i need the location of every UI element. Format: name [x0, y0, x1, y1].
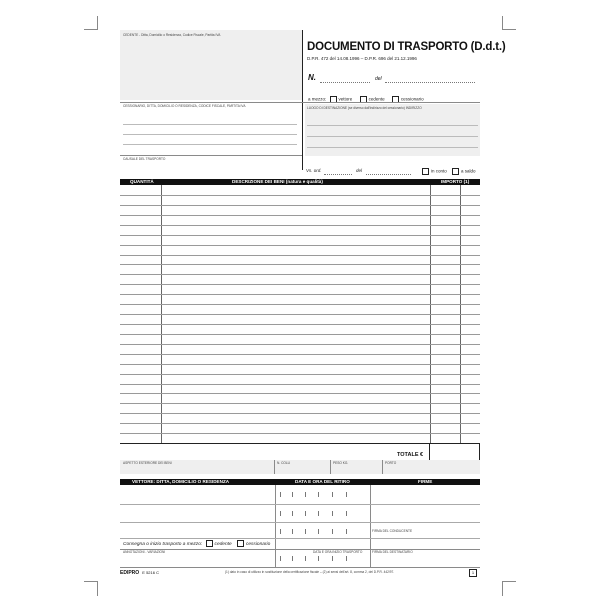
pickup-field-tick	[280, 556, 281, 561]
pickup-field-tick	[280, 529, 281, 534]
a-saldo-checkbox[interactable]	[452, 168, 459, 175]
pickup-field-tick	[292, 492, 293, 497]
pickup-field-tick	[332, 492, 333, 497]
footnote: (1) dato in caso di utilizzo in sostituzione della certificazione fiscale – (2) ai sensi dell'art. 8, comma 2, del D.P.R. 442/97.	[225, 570, 395, 574]
pickup-field-tick	[318, 556, 319, 561]
table-row-line	[120, 245, 480, 246]
goods-table	[120, 185, 480, 443]
delivery-cessionario-checkbox[interactable]	[237, 540, 244, 547]
crop-mark	[502, 581, 516, 582]
pickup-field-tick	[280, 511, 281, 516]
pickup-field-tick	[332, 556, 333, 561]
order-number-field[interactable]	[324, 174, 352, 175]
pickup-field-tick	[346, 492, 347, 497]
table-row-line	[120, 215, 480, 216]
transport-label: a mezzo:	[308, 96, 327, 102]
pickup-field-tick	[318, 529, 319, 534]
account-options	[420, 168, 476, 175]
weight-label: PESO KG.	[333, 461, 349, 465]
crop-mark	[502, 16, 503, 30]
packages-label: N. COLLI	[277, 461, 291, 465]
driver-sign-label: FIRMA DEL CONDUCENTE	[372, 529, 413, 533]
pickup-field-tick	[305, 492, 306, 497]
a-saldo-option: a saldo	[461, 168, 476, 174]
destination-label: LUOGO DI DESTINAZIONE (se diverso dall'indirizzo del cessionario) INDIRIZZO	[307, 106, 422, 110]
pickup-field-tick	[318, 511, 319, 516]
cedente-option: cedente	[368, 96, 385, 102]
pickup-field-tick	[346, 556, 347, 561]
crop-mark	[84, 29, 98, 30]
in-conto-option: in conto	[431, 168, 447, 174]
signatures-header: FIRME	[418, 479, 433, 484]
doc-number-field[interactable]	[320, 82, 370, 83]
pickup-field-tick	[305, 556, 306, 561]
product-code: E 5216 C	[142, 570, 159, 575]
crop-mark	[84, 581, 98, 582]
table-row-line	[120, 334, 480, 335]
total-label: TOTALE €	[397, 452, 424, 458]
table-row-line	[120, 264, 480, 265]
table-row-line	[120, 403, 480, 404]
pickup-header: DATA E ORA DEL RITIRO	[295, 479, 350, 484]
table-row-line	[120, 284, 480, 285]
delivery-label: Consegna o inizio trasporto a mezzo:	[123, 541, 203, 547]
crop-mark	[97, 16, 98, 30]
pickup-field-tick	[292, 511, 293, 516]
pickup-field-tick	[305, 529, 306, 534]
table-row-line	[120, 225, 480, 226]
carrier-section-header	[120, 479, 480, 485]
table-row-line	[120, 384, 480, 385]
table-row-line	[120, 304, 480, 305]
doc-date-label: del	[375, 76, 382, 82]
goods-details-row	[120, 460, 480, 474]
order-label: Vs. ord.	[306, 168, 322, 173]
description-column-header: DESCRIZIONE DEI BENI (natura e qualità)	[232, 179, 323, 184]
pickup-field-tick	[318, 492, 319, 497]
table-row-line	[120, 195, 480, 196]
cause-label: CAUSALE DEL TRASPORTO	[123, 157, 166, 161]
recipient-sign-label: FIRMA DEL DESTINATARIO	[372, 550, 413, 554]
table-row-line	[120, 294, 480, 295]
aspect-label: ASPETTO ESTERIORE DEI BENI	[123, 461, 172, 465]
brand-logo: EDIPRO	[120, 570, 140, 576]
port-label: PORTO	[385, 461, 397, 465]
recipient-label: CESSIONARIO, DITTA, DOMICILIO O RESIDENZA, CODICE FISCALE, PARTITA IVA	[123, 104, 246, 108]
sender-box[interactable]	[120, 30, 302, 100]
order-date-label: del	[356, 168, 363, 173]
table-row-line	[120, 364, 480, 365]
sender-label: CEDENTE - Ditta, Domicilio o Residenza, Codice Fiscale, Partita IVA	[123, 33, 221, 37]
doc-number-label: N.	[308, 73, 316, 82]
order-date-field[interactable]	[366, 174, 411, 175]
crop-mark	[502, 582, 503, 596]
pickup-field-tick	[292, 529, 293, 534]
pickup-field-tick	[346, 529, 347, 534]
cessionario-option: cessionario	[400, 96, 424, 102]
doc-title: DOCUMENTO DI TRASPORTO (D.d.t.)	[307, 41, 506, 53]
carrier-header: VETTORE: DITTA, DOMICILIO O RESIDENZA	[132, 479, 230, 484]
page-mark: 1	[469, 569, 477, 577]
delivery-cedente-checkbox[interactable]	[206, 540, 213, 547]
table-row-line	[120, 324, 480, 325]
notes-label: ANNOTAZIONI - VARIAZIONI	[123, 550, 166, 554]
table-row-line	[120, 393, 480, 394]
vettore-option: vettore	[338, 96, 353, 102]
table-row-line	[120, 433, 480, 434]
pickup-field-tick	[305, 511, 306, 516]
pickup-field-tick	[332, 511, 333, 516]
table-row-line	[120, 314, 480, 315]
table-row-line	[120, 423, 480, 424]
total-amount-field[interactable]	[429, 443, 480, 461]
table-row-line	[120, 413, 480, 414]
table-row-line	[120, 255, 480, 256]
table-row-line	[120, 205, 480, 206]
pickup-field-tick	[292, 556, 293, 561]
doc-date-field[interactable]	[385, 82, 475, 83]
in-conto-checkbox[interactable]	[422, 168, 429, 175]
pickup-field-tick	[346, 511, 347, 516]
crop-mark	[97, 582, 98, 596]
table-row-line	[120, 235, 480, 236]
table-row-line	[120, 274, 480, 275]
order-reference	[306, 169, 322, 174]
amount-column-header: IMPORTO (1)	[441, 179, 470, 184]
destination-box[interactable]	[305, 104, 480, 156]
table-row-line	[120, 374, 480, 375]
delivery-cessionario-option: cessionario	[245, 541, 271, 547]
transport-document-form	[120, 30, 506, 581]
table-row-line	[120, 344, 480, 345]
delivery-cedente-option: cedente	[214, 541, 232, 547]
table-row-line	[120, 354, 480, 355]
doc-subtitle: D.P.R. 472 del 14.08.1996 – D.P.R. 696 del 21.12.1996	[307, 56, 417, 61]
delivery-means	[123, 540, 270, 548]
pickup-field-tick	[332, 529, 333, 534]
pickup-field-tick	[280, 492, 281, 497]
quantity-column-header: QUANTITÀ	[130, 179, 154, 184]
crop-mark	[502, 29, 516, 30]
brand-line	[120, 570, 159, 576]
transport-start-label: DATA E ORA INIZIO TRASPORTO	[313, 550, 363, 554]
